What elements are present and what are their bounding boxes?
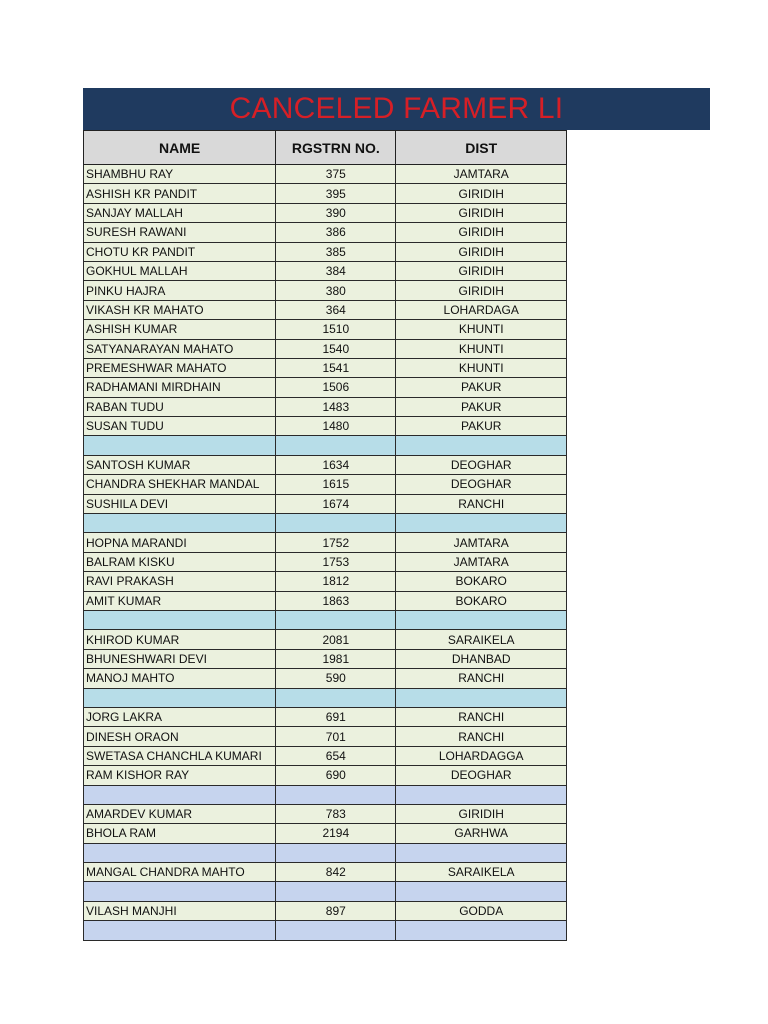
cell-name [84,785,276,804]
cell-registration-number: 1752 [276,533,396,552]
cell-name: RABAN TUDU [84,397,276,416]
cell-name: ASHISH KR PANDIT [84,184,276,203]
table-row [84,707,567,726]
cell-name: AMARDEV KUMAR [84,804,276,823]
cell-district [396,610,567,629]
table-row [84,901,567,920]
table-row [84,475,567,494]
cell-district: GIRIDIH [396,184,567,203]
table-row [84,630,567,649]
cell-district [396,882,567,901]
table-row [84,669,567,688]
cell-registration-number: 1812 [276,572,396,591]
table-row [84,494,567,513]
farmer-table [83,130,567,941]
cell-name: RAVI PRAKASH [84,572,276,591]
separator-row [84,436,567,455]
separator-row [84,785,567,804]
cell-district: LOHARDAGA [396,300,567,319]
table-row [84,649,567,668]
cell-name [84,843,276,862]
cell-district: GIRIDIH [396,223,567,242]
header-registration-number: RGSTRN NO. [276,131,396,165]
table-row [84,533,567,552]
cell-name: VIKASH KR MAHATO [84,300,276,319]
cell-registration-number: 897 [276,901,396,920]
cell-district [396,688,567,707]
cell-district: GIRIDIH [396,261,567,280]
cell-district [396,436,567,455]
cell-registration-number: 1634 [276,455,396,474]
table-row [84,417,567,436]
table-row [84,261,567,280]
cell-district: DEOGHAR [396,455,567,474]
cell-registration-number: 1510 [276,320,396,339]
page-title-text: CANCELED FARMER LI [229,92,564,125]
page-title [83,88,710,130]
cell-registration-number: 1615 [276,475,396,494]
cell-name: BHUNESHWARI DEVI [84,649,276,668]
cell-name [84,610,276,629]
cell-name: CHANDRA SHEKHAR MANDAL [84,475,276,494]
cell-name [84,688,276,707]
cell-registration-number: 390 [276,203,396,222]
cell-name: BALRAM KISKU [84,552,276,571]
table-row [84,320,567,339]
table-row [84,242,567,261]
cell-name: RAM KISHOR RAY [84,766,276,785]
cell-registration-number: 2081 [276,630,396,649]
cell-name: AMIT KUMAR [84,591,276,610]
cell-registration-number: 1981 [276,649,396,668]
table-row [84,824,567,843]
cell-name: BHOLA RAM [84,824,276,843]
header-name: NAME [84,131,276,165]
cell-registration-number: 654 [276,746,396,765]
cell-registration-number: 1753 [276,552,396,571]
cell-district: DHANBAD [396,649,567,668]
cell-district: GIRIDIH [396,203,567,222]
separator-row [84,688,567,707]
cell-name: PINKU HAJRA [84,281,276,300]
cell-name: JORG LAKRA [84,707,276,726]
separator-row [84,514,567,533]
cell-name: MANOJ MAHTO [84,669,276,688]
table-row [84,203,567,222]
cell-name: SANJAY MALLAH [84,203,276,222]
header-district: DIST [396,131,567,165]
cell-name: SHAMBHU RAY [84,165,276,184]
separator-row [84,882,567,901]
cell-district: RANCHI [396,494,567,513]
cell-district: PAKUR [396,417,567,436]
cell-district: BOKARO [396,591,567,610]
cell-registration-number [276,921,396,940]
cell-name: DINESH ORAON [84,727,276,746]
cell-district [396,514,567,533]
cell-name: GOKHUL MALLAH [84,261,276,280]
cell-name: SUSAN TUDU [84,417,276,436]
cell-name: HOPNA MARANDI [84,533,276,552]
cell-name: SURESH RAWANI [84,223,276,242]
cell-district: RANCHI [396,727,567,746]
table-row [84,378,567,397]
cell-district: KHUNTI [396,358,567,377]
table-row [84,165,567,184]
cell-name [84,514,276,533]
cell-district: BOKARO [396,572,567,591]
cell-name: VILASH MANJHI [84,901,276,920]
cell-district: JAMTARA [396,533,567,552]
cell-name: KHIROD KUMAR [84,630,276,649]
cell-name [84,882,276,901]
cell-registration-number: 1506 [276,378,396,397]
table-row [84,358,567,377]
cell-registration-number: 1483 [276,397,396,416]
cell-district: KHUNTI [396,339,567,358]
table-row [84,281,567,300]
cell-district: PAKUR [396,397,567,416]
separator-row [84,610,567,629]
cell-name: CHOTU KR PANDIT [84,242,276,261]
cell-name: ASHISH KUMAR [84,320,276,339]
cell-registration-number [276,882,396,901]
table-row [84,572,567,591]
cell-registration-number: 386 [276,223,396,242]
cell-name: SUSHILA DEVI [84,494,276,513]
cell-registration-number [276,514,396,533]
table-row [84,746,567,765]
table-row [84,766,567,785]
cell-district: SARAIKELA [396,863,567,882]
cell-registration-number: 364 [276,300,396,319]
table-row [84,863,567,882]
cell-registration-number: 1674 [276,494,396,513]
cell-registration-number: 380 [276,281,396,300]
table-row [84,300,567,319]
cell-registration-number [276,688,396,707]
cell-district: JAMTARA [396,165,567,184]
table-row [84,223,567,242]
cell-registration-number: 375 [276,165,396,184]
table-body [84,165,567,941]
cell-name: SWETASA CHANCHLA KUMARI [84,746,276,765]
cell-district [396,843,567,862]
cell-registration-number [276,610,396,629]
title-banner [83,88,710,130]
table-row [84,804,567,823]
cell-district: GIRIDIH [396,242,567,261]
separator-row [84,921,567,940]
cell-district: GARHWA [396,824,567,843]
table-header-row [84,131,567,165]
table-row [84,397,567,416]
table-row [84,727,567,746]
cell-name: SATYANARAYAN MAHATO [84,339,276,358]
cell-name: MANGAL CHANDRA MAHTO [84,863,276,882]
cell-registration-number: 384 [276,261,396,280]
cell-registration-number: 1540 [276,339,396,358]
cell-registration-number [276,785,396,804]
cell-registration-number: 1541 [276,358,396,377]
table-row [84,591,567,610]
cell-registration-number [276,436,396,455]
cell-district: SARAIKELA [396,630,567,649]
cell-district: GIRIDIH [396,804,567,823]
cell-name: SANTOSH KUMAR [84,455,276,474]
cell-district: KHUNTI [396,320,567,339]
cell-registration-number: 691 [276,707,396,726]
cell-district: DEOGHAR [396,475,567,494]
cell-district: LOHARDAGGA [396,746,567,765]
cell-name [84,921,276,940]
cell-district [396,785,567,804]
cell-district: RANCHI [396,707,567,726]
cell-registration-number: 385 [276,242,396,261]
cell-registration-number: 690 [276,766,396,785]
cell-district: PAKUR [396,378,567,397]
cell-registration-number: 2194 [276,824,396,843]
cell-name: RADHAMANI MIRDHAIN [84,378,276,397]
cell-name [84,436,276,455]
table-row [84,455,567,474]
table-row [84,339,567,358]
cell-district: RANCHI [396,669,567,688]
separator-row [84,843,567,862]
cell-registration-number: 1863 [276,591,396,610]
table-row [84,552,567,571]
table-row [84,184,567,203]
cell-registration-number: 395 [276,184,396,203]
cell-registration-number: 701 [276,727,396,746]
cell-district: GODDA [396,901,567,920]
cell-registration-number: 590 [276,669,396,688]
cell-name: PREMESHWAR MAHATO [84,358,276,377]
cell-registration-number: 783 [276,804,396,823]
cell-district: GIRIDIH [396,281,567,300]
cell-district: DEOGHAR [396,766,567,785]
cell-registration-number: 1480 [276,417,396,436]
cell-district [396,921,567,940]
cell-registration-number: 842 [276,863,396,882]
cell-registration-number [276,843,396,862]
cell-district: JAMTARA [396,552,567,571]
